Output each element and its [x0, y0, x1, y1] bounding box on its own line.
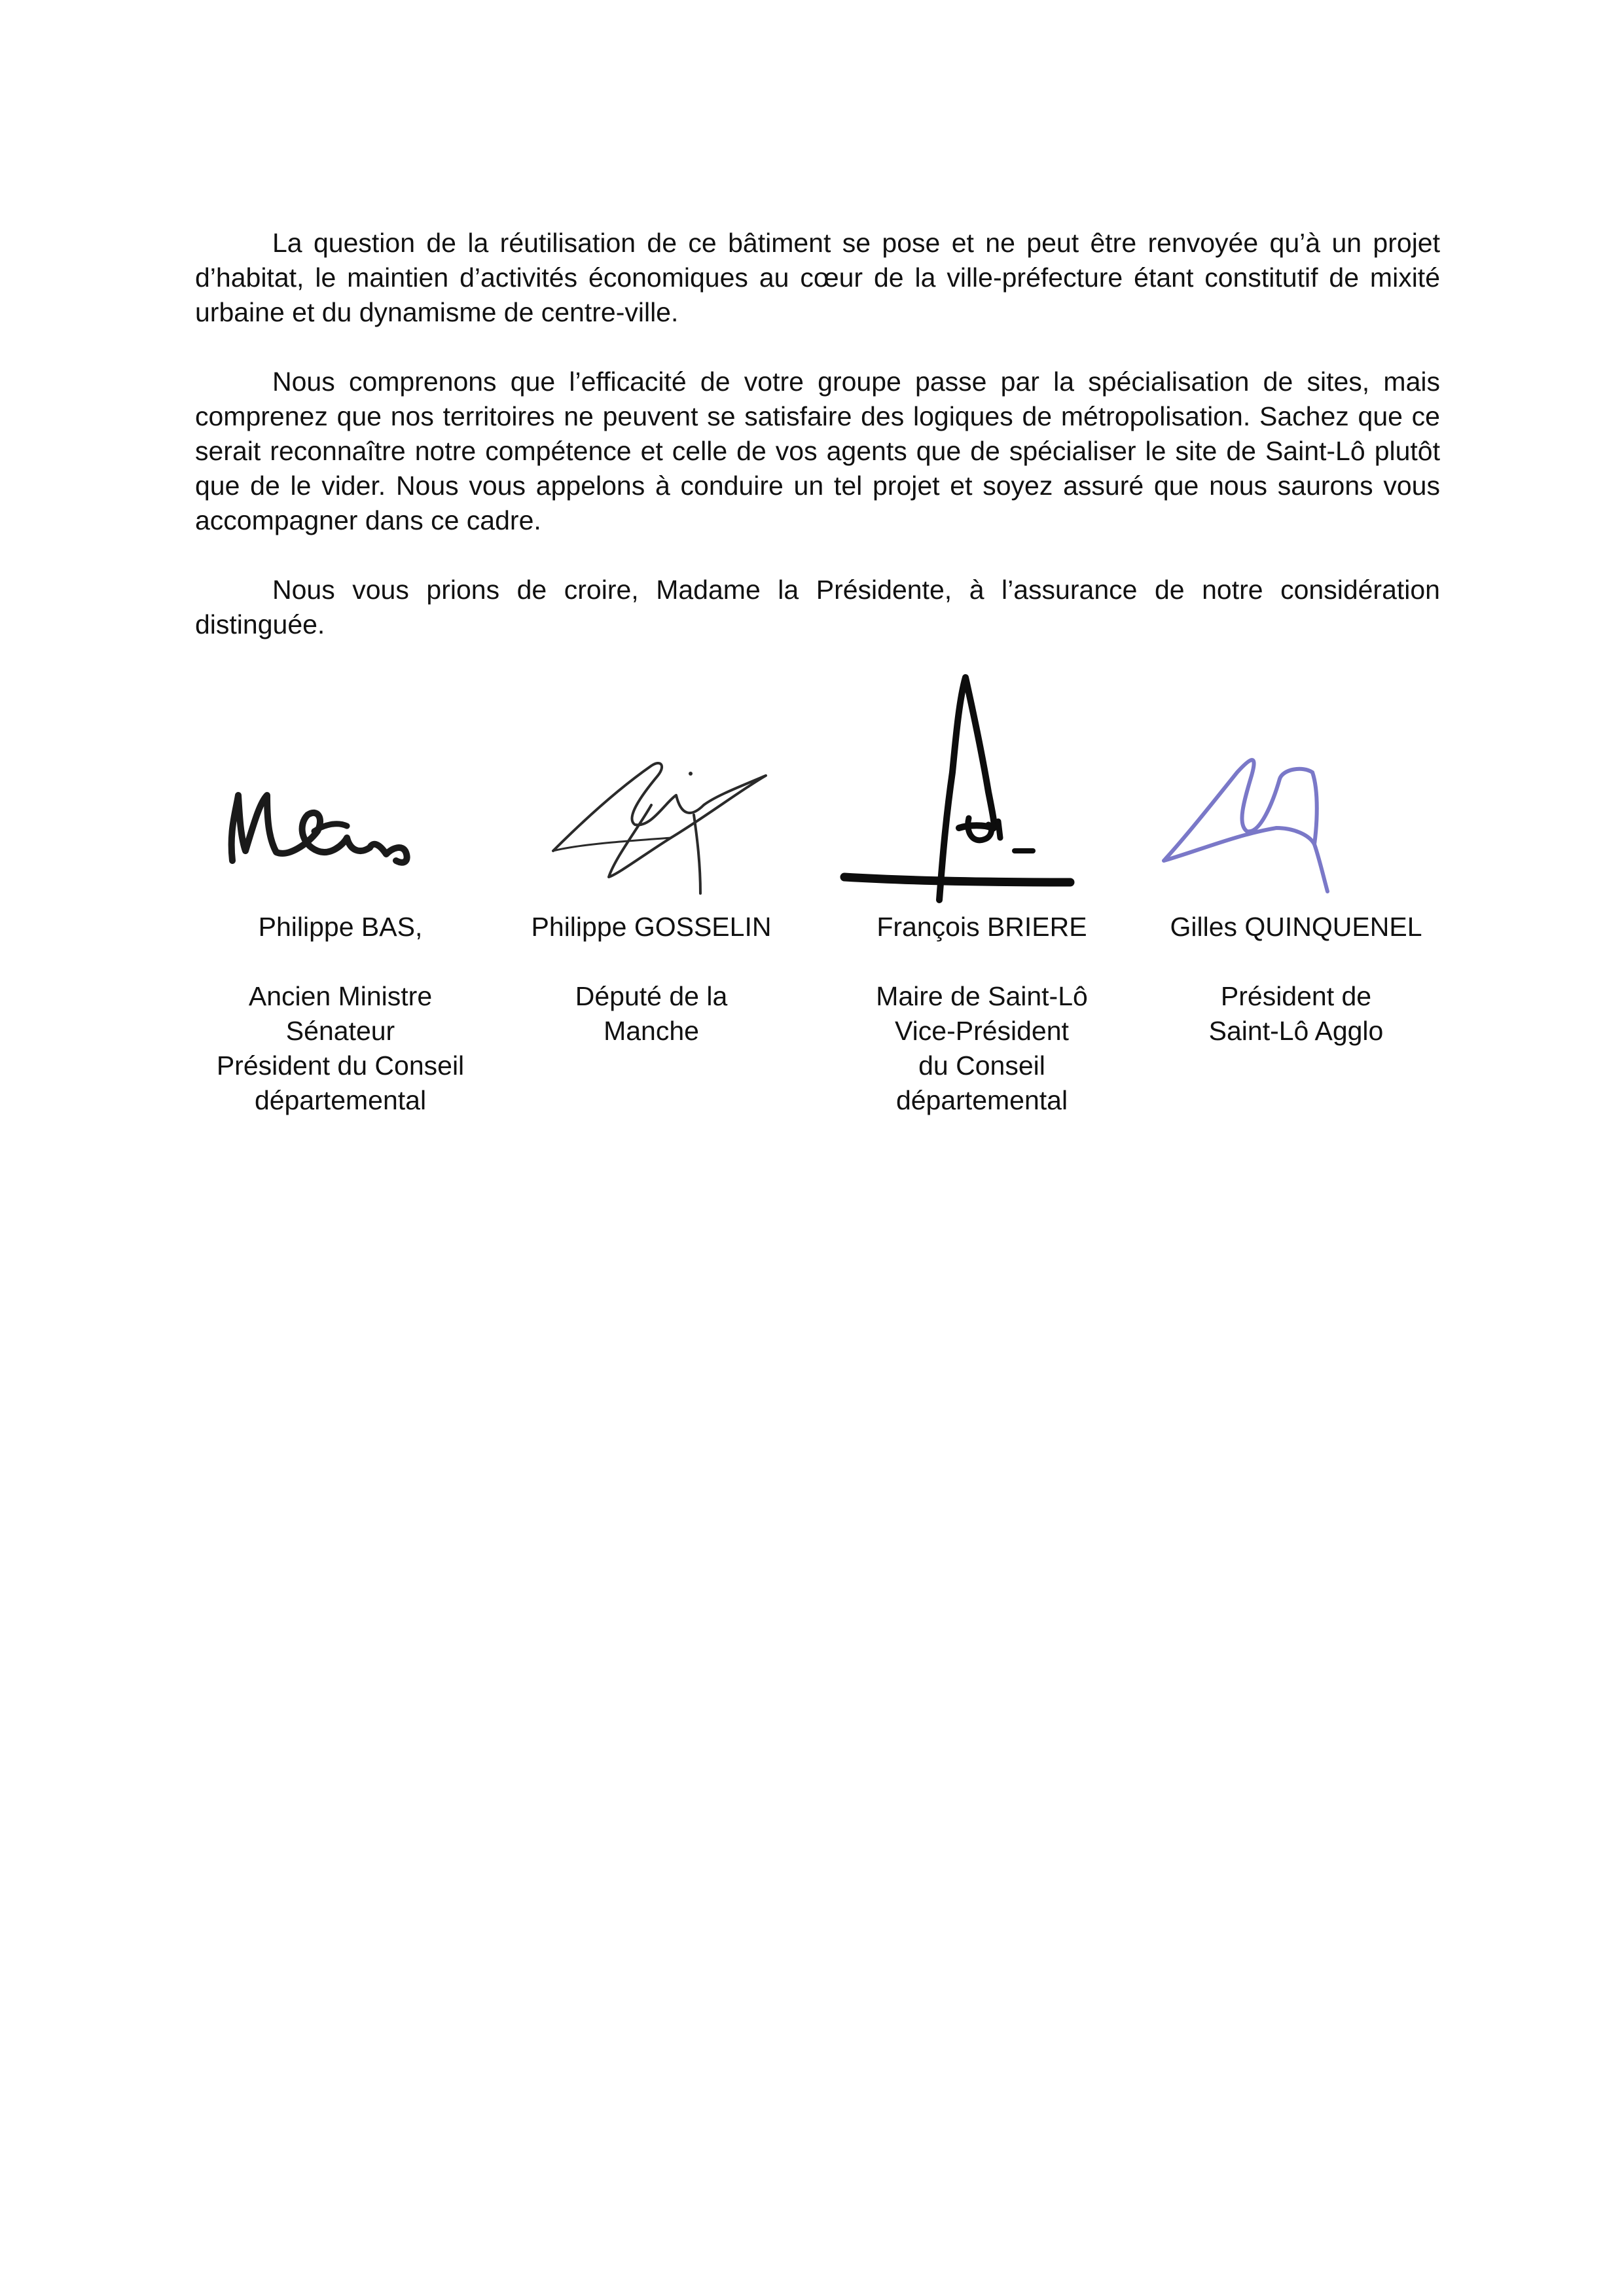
- signatory-title: Député de la Manche: [575, 981, 728, 1046]
- letter-body: [195, 226, 1440, 677]
- signatory-name: Philippe BAS,: [258, 912, 423, 942]
- signature-row: [170, 661, 1479, 1158]
- signature-bas-icon: [183, 661, 497, 910]
- signature-quinquenel-icon: [1139, 661, 1453, 910]
- paragraph-reuse: La question de la réutilisation de ce bâtiment se pose et ne peut être renvoyée qu’à un projet d’habitat, le maintien d’activités économiques au cœur de la ville-préfecture étant constitutif de mixité urbaine et du dynamisme de centre-ville.: [195, 228, 1440, 327]
- signatory-quinquenel: [1139, 661, 1453, 1049]
- signature-briere-icon: [825, 661, 1139, 910]
- signatory-name: François BRIERE: [876, 912, 1087, 942]
- signatory-gosselin: [494, 661, 808, 1049]
- signatory-name: Gilles QUINQUENEL: [1170, 912, 1422, 942]
- signatory-briere: [825, 661, 1139, 1118]
- signatory-name: Philippe GOSSELIN: [531, 912, 772, 942]
- signatory-bas: [183, 661, 497, 1118]
- signatory-title: Ancien Ministre Sénateur Président du Conseil départemental: [216, 981, 465, 1115]
- paragraph-specialisation: Nous comprenons que l’efficacité de votre groupe passe par la spécialisation de sites, mais comprenez que nos territoires ne peuvent se satisfaire des logiques de métropolisation. Sachez que ce serait reconnaître notre compétence et celle de vos agents que de spécialiser le site de Saint-Lô plutôt que de le vider. Nous vous appelons à conduire un tel projet et soyez assuré que nous saurons vous accompagner dans ce cadre.: [195, 367, 1440, 535]
- signature-gosselin-icon: [494, 661, 808, 910]
- signatory-title: Président de Saint-Lô Agglo: [1208, 981, 1384, 1046]
- signatory-title: Maire de Saint-Lô Vice-Président du Conseil départemental: [876, 981, 1088, 1115]
- paragraph-closing: Nous vous prions de croire, Madame la Présidente, à l’assurance de notre considération distinguée.: [195, 575, 1440, 639]
